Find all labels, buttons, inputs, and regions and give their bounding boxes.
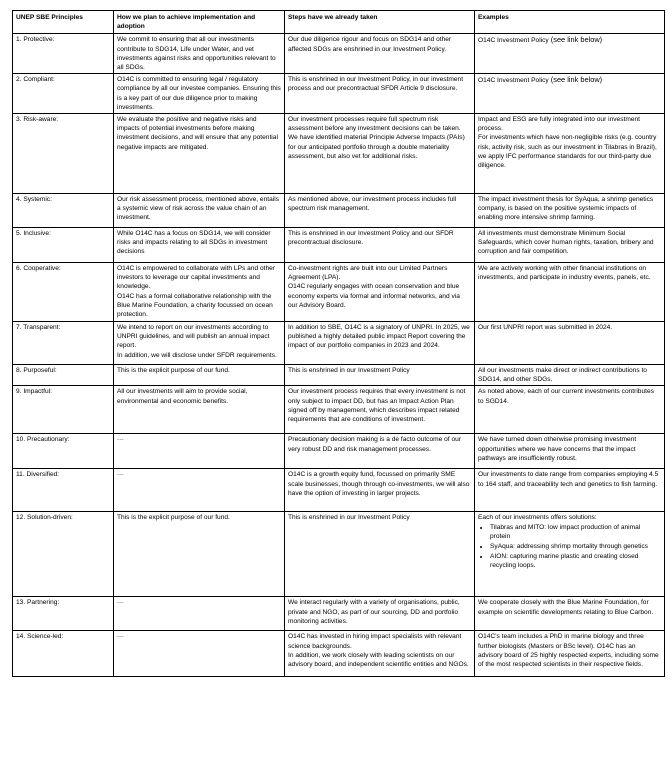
example-text: Our first UNPRI report was submitted in 2024. xyxy=(478,324,613,332)
header-examples: Examples xyxy=(475,11,665,34)
principle-cell: 8. Purposeful: xyxy=(13,365,114,386)
principle-cell: 4. Systemic: xyxy=(13,194,114,228)
plan-cell: This is the explicit purpose of our fund. xyxy=(114,512,285,597)
example-link[interactable]: (see link below) xyxy=(548,75,603,85)
table-row xyxy=(13,263,665,322)
steps-cell: Our investment processes require full spectrum risk assessment before any investment decisions can be taken. We have identified material Principle Adverse Impacts (PAIs) for our anticipated portfolio through a double materiality assessment, but also vet for additional risks. xyxy=(285,114,475,194)
table-row xyxy=(13,228,665,263)
steps-cell: O14C is a growth equity fund, focussed on primarily SME scale businesses, though through co-investments, we will also have the option of investing in larger projects. xyxy=(285,469,475,512)
steps-cell: In addition to SBE, O14C is a signatory of UNPRI. In 2025, we published a highly detailed public impact Report covering the impact of our portfolio companies in 2023 and 2024. xyxy=(285,322,475,365)
plan-cell: --- xyxy=(114,631,285,677)
steps-cell: Our investment process requires that every investment is not only subject to impact DD, but has an Impact Action Plan signed off by management, which describes impact related requirements that are conditions of investment. xyxy=(285,386,475,434)
list-item: • SyAqua: addressing shrimp mortality through genetics xyxy=(490,542,661,551)
table-row xyxy=(13,386,665,434)
solutions-list xyxy=(478,523,661,571)
table-row xyxy=(13,469,665,512)
example-text: We cooperate closely with the Blue Marine Foundation, for example on scientific developments relating to Blue Carbon. xyxy=(478,599,654,616)
principle-cell: 2. Compliant: xyxy=(13,74,114,114)
plan-cell: --- xyxy=(114,434,285,469)
table-row xyxy=(13,322,665,365)
examples-cell xyxy=(475,263,665,322)
steps-cell: This is enshrined in our Investment Policy and our SFDR precontractual disclosure. xyxy=(285,228,475,263)
table-row xyxy=(13,365,665,386)
example-text: For investments which have non-negligible risks (e.g. country risk, activity risk, such as our investment in Tilabras in Brazil), we apply IFC performance standards for our third-party due diligence. xyxy=(478,134,657,170)
principle-cell: 11. Diversified: xyxy=(13,469,114,512)
principle-cell: 7. Transparent: xyxy=(13,322,114,365)
table-row xyxy=(13,631,665,677)
example-text: We are actively working with other financial institutions on investments, and participate in industry events, panels, etc. xyxy=(478,265,651,282)
table-row xyxy=(13,74,665,114)
examples-cell xyxy=(475,34,665,74)
plan-cell: While O14C has a focus on SDG14, we will consider risks and impacts relating to all SDGs in investment decisions xyxy=(114,228,285,263)
examples-cell xyxy=(475,194,665,228)
example-text: O14C Investment Policy (see link below) xyxy=(478,35,603,45)
example-text: All investments must demonstrate Minimum Social Safeguards, which cover human rights, taxation, bribery and corruption and fair competition. xyxy=(478,230,654,256)
plan-cell: We commit to ensuring that all our investments contribute to SDG14, Life under Water, and vet investments against risks and opportunities relevant to all SDGs. xyxy=(114,34,285,74)
plan-cell: This is the explicit purpose of our fund. xyxy=(114,365,285,386)
examples-cell xyxy=(475,322,665,365)
examples-cell xyxy=(475,434,665,469)
examples-cell xyxy=(475,469,665,512)
header-steps: Steps have we already taken xyxy=(285,11,475,34)
steps-cell: We interact regularly with a variety of organisations, public, private and NGO, as part of our sourcing, DD and portfolio monitoring activities. xyxy=(285,597,475,631)
example-text: Impact and ESG are fully integrated into our investment process. xyxy=(478,116,640,133)
steps-cell: O14C has invested in hiring impact specialists with relevant science backgrounds. In addition, we work closely with leading scientists on our advisory board, and independent scientific entities and NGOs. xyxy=(285,631,475,677)
table-row xyxy=(13,597,665,631)
steps-cell: This is enshrined in our Investment Policy xyxy=(285,512,475,597)
example-text: We have turned down otherwise promising investment opportunities where we have concerns that the impact pathways are insufficiently robust. xyxy=(478,436,637,462)
examples-cell xyxy=(475,597,665,631)
example-text: Our investments to date range from companies employing 4.5 to 164 staff, and traceability tech and genetics to fish farming. xyxy=(478,471,659,488)
examples-cell xyxy=(475,228,665,263)
list-item: • Tilabras and MITO: low impact production of animal protein xyxy=(490,523,661,541)
example-text: O14C Investment Policy (see link below) xyxy=(478,75,603,85)
plan-cell: We evaluate the positive and negative risks and impacts of potential investments before making investment decisions, and will ensure that any potential negative impacts are mitigated. xyxy=(114,114,285,194)
principle-cell: 6. Cooperative: xyxy=(13,263,114,322)
example-text: O14C's team includes a PhD in marine biology and three further biologists (Masters or BSc level). O14C has an advisory board of 25 highly respected experts, including some of the most respected scientists in their respective fields. xyxy=(478,633,659,669)
principle-cell: 10. Precautionary: xyxy=(13,434,114,469)
example-text: Each of our investments offers solutions: xyxy=(478,514,597,522)
table-row xyxy=(13,512,665,597)
table-row xyxy=(13,114,665,194)
plan-cell: Our risk assessment process, mentioned above, entails a systemic view of risk across the value chain of an investment. xyxy=(114,194,285,228)
example-text: As noted above, each of our current investments contributes to SGD14. xyxy=(478,388,654,405)
sbe-principles-table xyxy=(12,10,665,677)
steps-cell: This is enshrined in our Investment Policy, in our investment process and our precontractual SFDR Article 9 disclosure. xyxy=(285,74,475,114)
plan-cell: O14C is committed to ensuring legal / regulatory compliance by all our investee companies. Ensuring this is a key part of our due diligence prior to making investments. xyxy=(114,74,285,114)
principle-cell: 13. Partnering: xyxy=(13,597,114,631)
plan-cell: O14C is empowered to collaborate with LPs and other investors to leverage our capital investments and knowledge. O14C has a formal collaborative relationship with the Blue Marine Foundation, a charity focussed on ocean protection. xyxy=(114,263,285,322)
plan-cell: --- xyxy=(114,469,285,512)
principle-cell: 5. Inclusive: xyxy=(13,228,114,263)
table-row xyxy=(13,34,665,74)
steps-cell: This is enshrined in our Investment Policy xyxy=(285,365,475,386)
example-link[interactable]: (see link below) xyxy=(548,35,603,45)
examples-cell xyxy=(475,74,665,114)
examples-cell xyxy=(475,386,665,434)
example-text: The impact investment thesis for SyAqua, a shrimp genetics company, is based on the positive systemic impacts of enabling more intensive shrimp farming. xyxy=(478,196,654,222)
table-header-row xyxy=(13,11,665,34)
plan-cell: We intend to report on our investments according to UNPRI guidelines, and will publish an annual impact report. In addition, we will disclose under SFDR requirements. xyxy=(114,322,285,365)
steps-cell: Co-investment rights are built into our Limited Partners Agreement (LPA). O14C regularly engages with ocean conservation and blue economy experts via formal and informal networks, and via our Advisory Board. xyxy=(285,263,475,322)
examples-cell xyxy=(475,114,665,194)
steps-cell: As mentioned above, our investment process includes full spectrum risk management. xyxy=(285,194,475,228)
principle-cell: 14. Science-led: xyxy=(13,631,114,677)
steps-cell: Precautionary decision making is a de facto outcome of our very robust DD and risk management processes. xyxy=(285,434,475,469)
header-plan: How we plan to achieve implementation and adoption xyxy=(114,11,285,34)
principle-cell: 1. Protective: xyxy=(13,34,114,74)
list-item: • AION: capturing marine plastic and creating closed recycling loops. xyxy=(490,552,661,570)
table-row xyxy=(13,434,665,469)
header-principles: UNEP SBE Principles xyxy=(13,11,114,34)
example-text: All our investments make direct or indirect contributions to SDG14, and other SDGs. xyxy=(478,367,647,384)
table-row xyxy=(13,194,665,228)
examples-cell xyxy=(475,512,665,597)
principle-cell: 12. Solution-driven: xyxy=(13,512,114,597)
plan-cell: All our investments will aim to provide social, environmental and economic benefits. xyxy=(114,386,285,434)
steps-cell: Our due diligence rigour and focus on SDG14 and other affected SDGs are enshrined in our Investment Policy. xyxy=(285,34,475,74)
principle-cell: 9. Impactful: xyxy=(13,386,114,434)
plan-cell: --- xyxy=(114,597,285,631)
examples-cell xyxy=(475,631,665,677)
principle-cell: 3. Risk-aware: xyxy=(13,114,114,194)
examples-cell xyxy=(475,365,665,386)
